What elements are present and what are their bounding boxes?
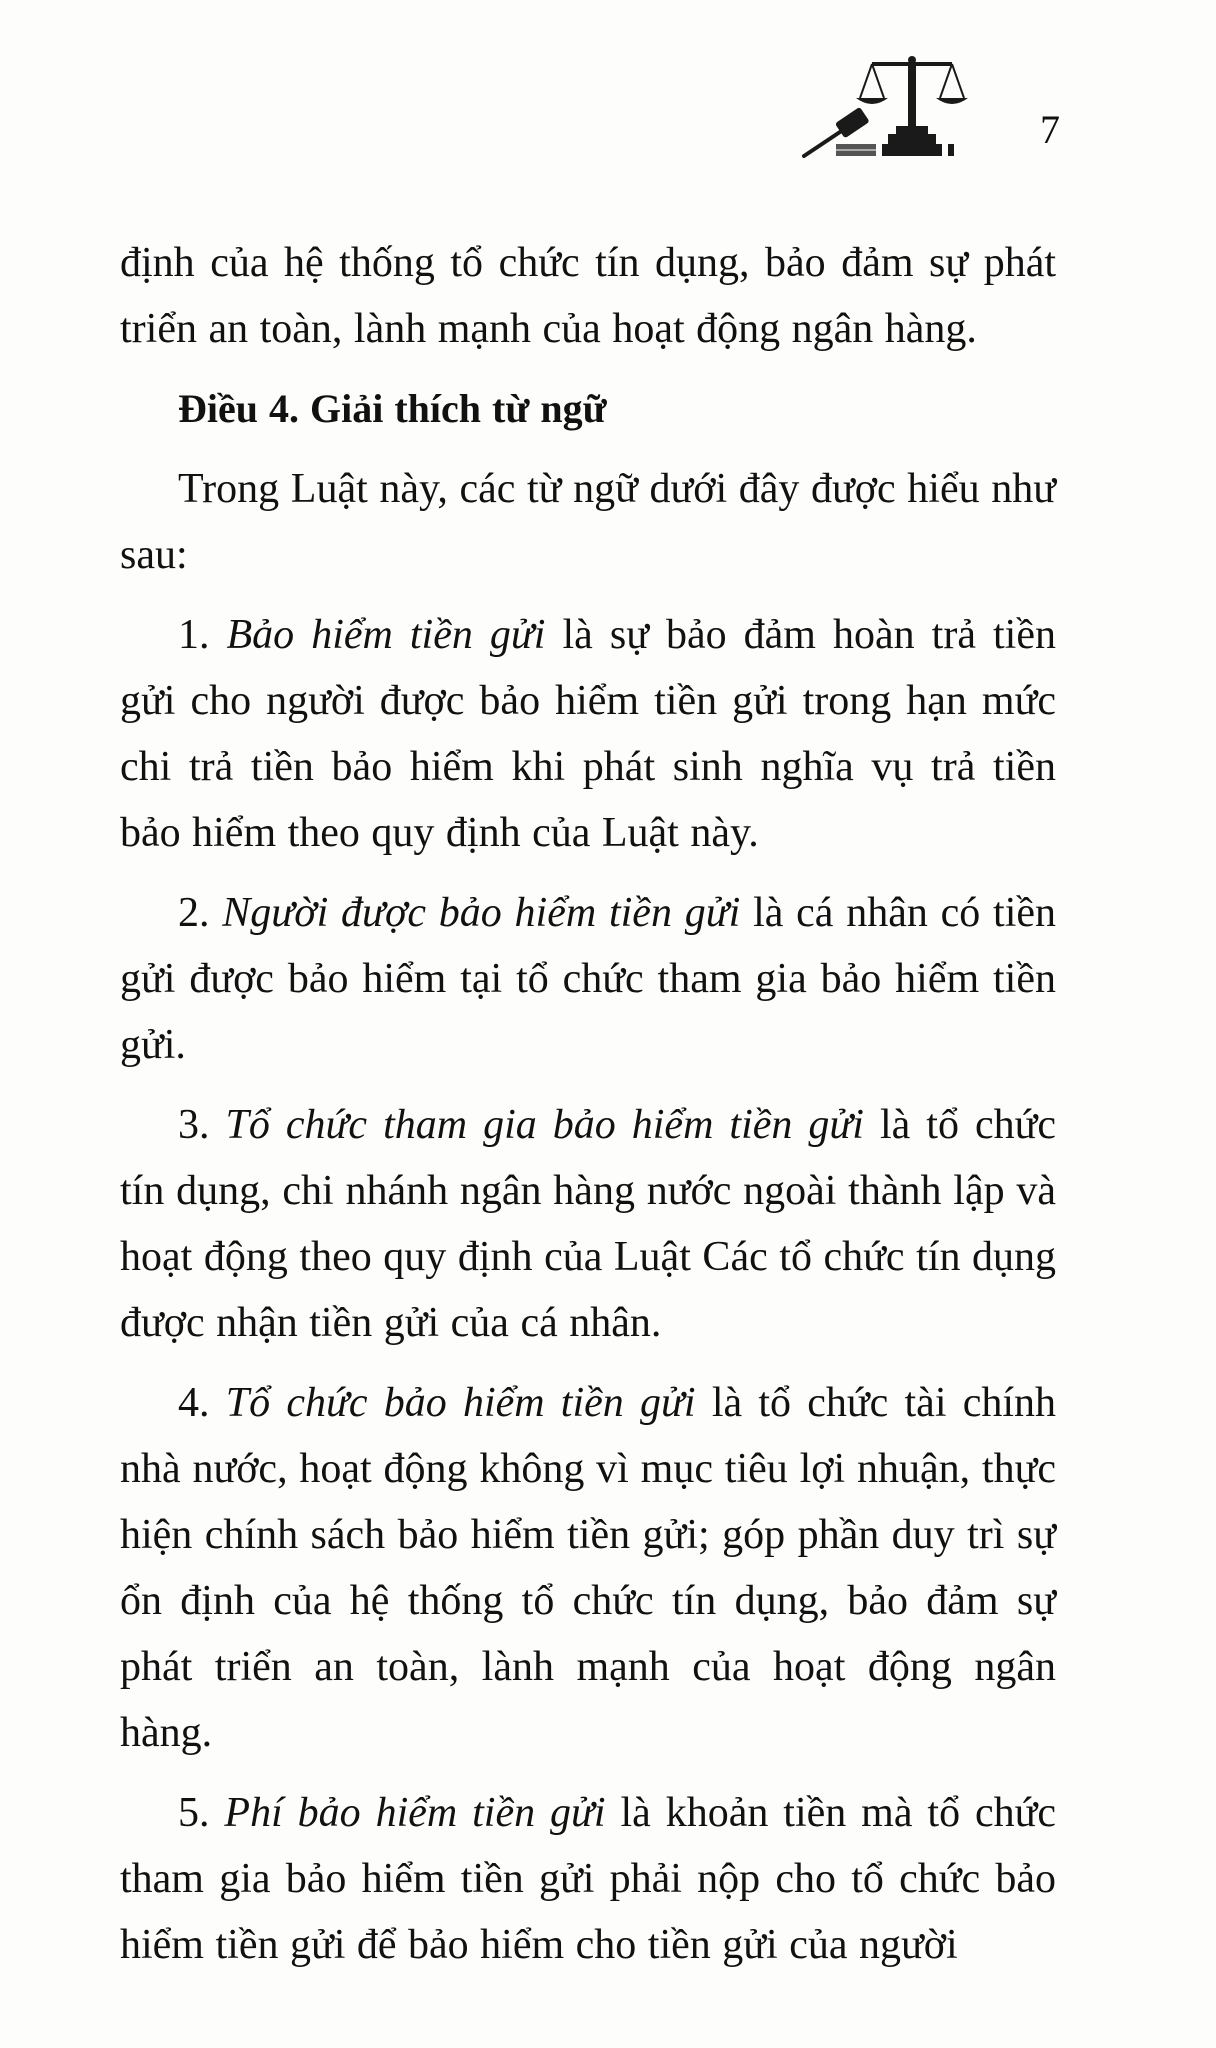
definition-text: là khoản tiền mà tổ chức tham gia bảo hiểm tiền gửi phải nộp cho tổ chức bảo hiểm tiền gửi để bảo hiểm cho tiền gửi của người [120,1790,1057,1968]
scales-of-justice-gavel-icon [800,44,980,164]
definition-text: là tổ chức tài chính nhà nước, hoạt động không vì mục tiêu lợi nhuận, thực hiện chính sách bảo hiểm tiền gửi; góp phần duy trì sự ổn định của hệ thống tổ chức tín dụng, bảo đảm sự phát triển an toàn, lành mạnh của hoạt động ngân hàng. [120,1380,1057,1756]
intro-paragraph: định của hệ thống tổ chức tín dụng, bảo đảm sự phát triển an toàn, lành mạnh của hoạt động ngân hàng. [120,240,1056,352]
definition-text: là cá nhân có tiền gửi được bảo hiểm tại tổ chức tham gia bảo hiểm tiền gửi. [120,890,1057,1068]
definition-number: 4. [178,1380,210,1426]
definition-term: Người được bảo hiểm tiền gửi [222,890,741,936]
definition-number: 1. [178,612,210,658]
definition-number: 3. [178,1102,210,1148]
definition-text: là sự bảo đảm hoàn trả tiền gửi cho người được bảo hiểm tiền gửi trong hạn mức chi trả tiền bảo hiểm khi phát sinh nghĩa vụ trả tiền bảo hiểm theo quy định của Luật này. [120,612,1056,856]
definition-item [120,880,1056,1078]
definition-text: là tổ chức tín dụng, chi nhánh ngân hàng nước ngoài thành lập và hoạt động theo quy định của Luật Các tổ chức tín dụng được nhận tiền gửi của cá nhân. [120,1102,1057,1346]
definition-number: 5. [178,1790,210,1836]
definition-item [120,602,1056,866]
definition-term: Phí bảo hiểm tiền gửi [224,1790,606,1836]
page-number: 7 [1040,107,1060,152]
definition-term: Tổ chức bảo hiểm tiền gửi [225,1380,696,1426]
page-content [120,230,1056,1978]
page-header [800,44,1100,174]
definition-term: Tổ chức tham gia bảo hiểm tiền gửi [225,1102,864,1148]
definition-term: Bảo hiểm tiền gửi [226,612,546,658]
article-intro: Trong Luật này, các từ ngữ dưới đây được hiểu như sau: [120,466,1056,578]
definition-item [120,1370,1056,1766]
definition-item [120,1092,1056,1356]
definition-item [120,1780,1056,1978]
article-heading: Điều 4. Giải thích từ ngữ [178,386,607,431]
definition-number: 2. [178,890,210,936]
